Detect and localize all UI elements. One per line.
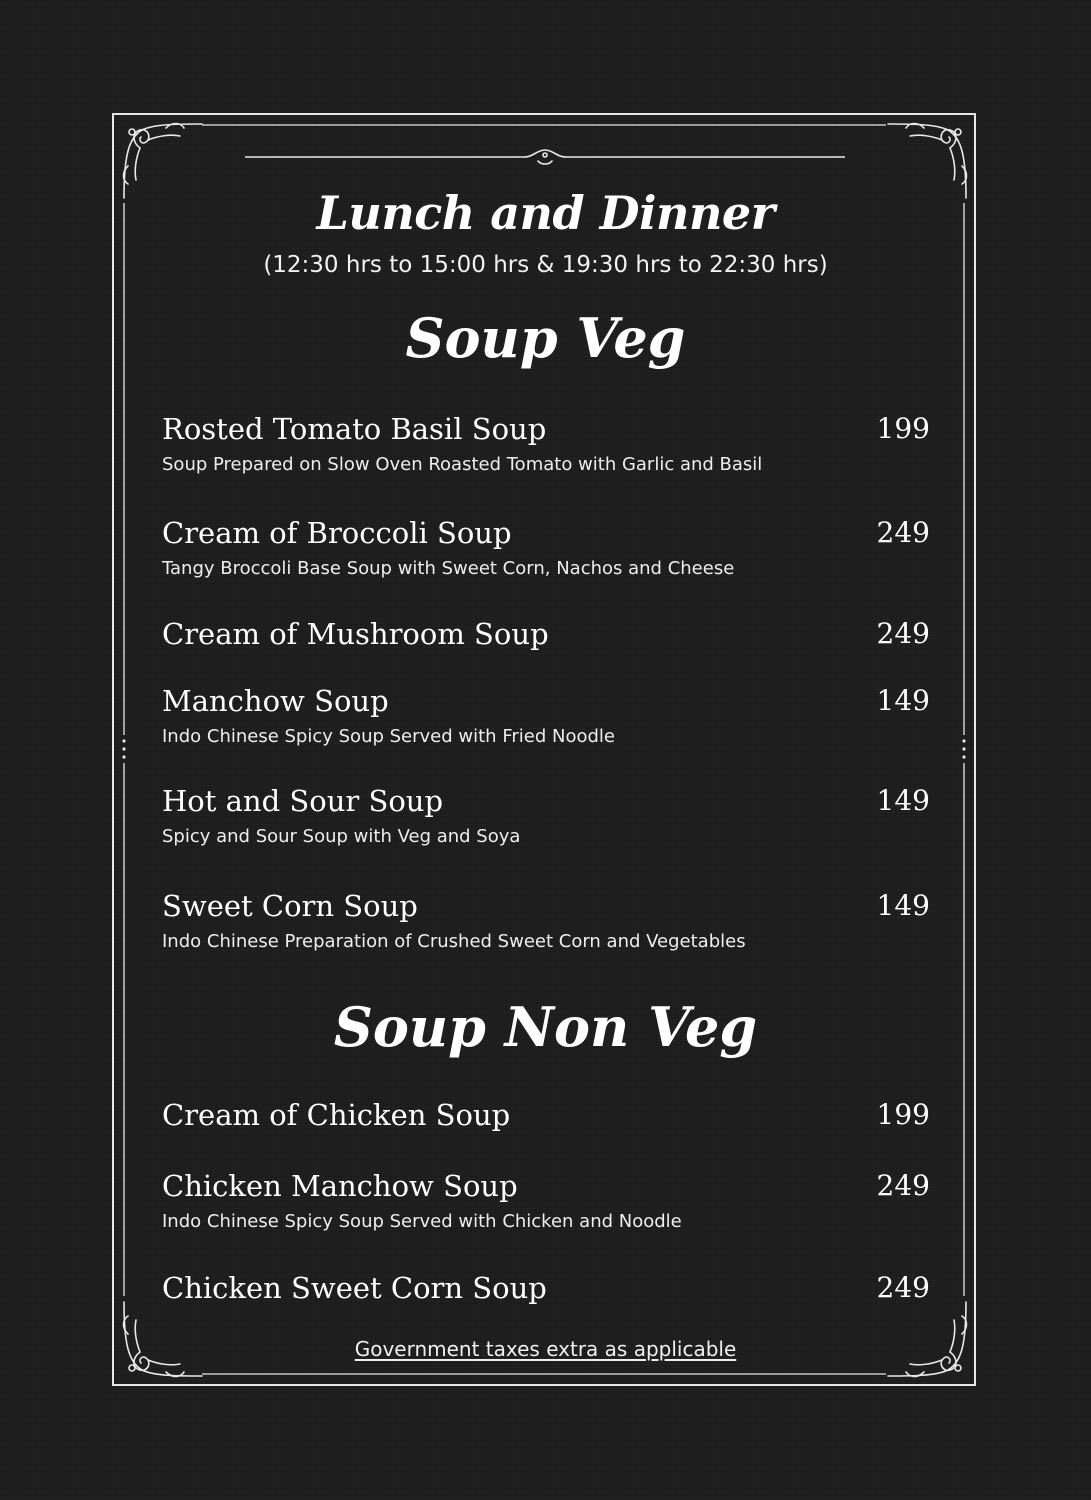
item-price: 249 (876, 1271, 930, 1304)
item-description: Soup Prepared on Slow Oven Roasted Tomato with Garlic and Basil (162, 454, 763, 475)
item-name: Cream of Mushroom Soup (162, 617, 549, 651)
item-price: 249 (876, 1169, 930, 1202)
item-name: Chicken Sweet Corn Soup (162, 1271, 547, 1305)
item-description: Spicy and Sour Soup with Veg and Soya (162, 826, 521, 847)
item-price: 249 (876, 617, 930, 650)
item-name: Cream of Broccoli Soup (162, 516, 512, 550)
divider-flourish-icon (245, 146, 845, 166)
item-description: Indo Chinese Spicy Soup Served with Chicken and Noodle (162, 1211, 682, 1232)
item-name: Rosted Tomato Basil Soup (162, 412, 547, 446)
item-name: Manchow Soup (162, 684, 389, 718)
item-name: Hot and Sour Soup (162, 784, 444, 818)
item-price: 199 (876, 412, 930, 445)
section-title-soup-veg: Soup Veg (405, 306, 686, 370)
item-description: Indo Chinese Preparation of Crushed Sweet Corn and Vegetables (162, 931, 746, 952)
menu-title: Lunch and Dinner (316, 186, 775, 240)
section-title-soup-non-veg: Soup Non Veg (333, 995, 758, 1059)
item-description: Indo Chinese Spicy Soup Served with Fried Noodle (162, 726, 615, 747)
item-price: 149 (876, 889, 930, 922)
item-price: 149 (876, 684, 930, 717)
tax-note: Government taxes extra as applicable (354, 1337, 737, 1361)
item-price: 249 (876, 516, 930, 549)
item-name: Sweet Corn Soup (162, 889, 418, 923)
item-name: Cream of Chicken Soup (162, 1098, 511, 1132)
item-price: 149 (876, 784, 930, 817)
item-price: 199 (876, 1098, 930, 1131)
item-name: Chicken Manchow Soup (162, 1169, 518, 1203)
item-description: Tangy Broccoli Base Soup with Sweet Corn, Nachos and Cheese (162, 558, 735, 579)
service-hours: (12:30 hrs to 15:00 hrs & 19:30 hrs to 22:30 hrs) (263, 252, 828, 278)
